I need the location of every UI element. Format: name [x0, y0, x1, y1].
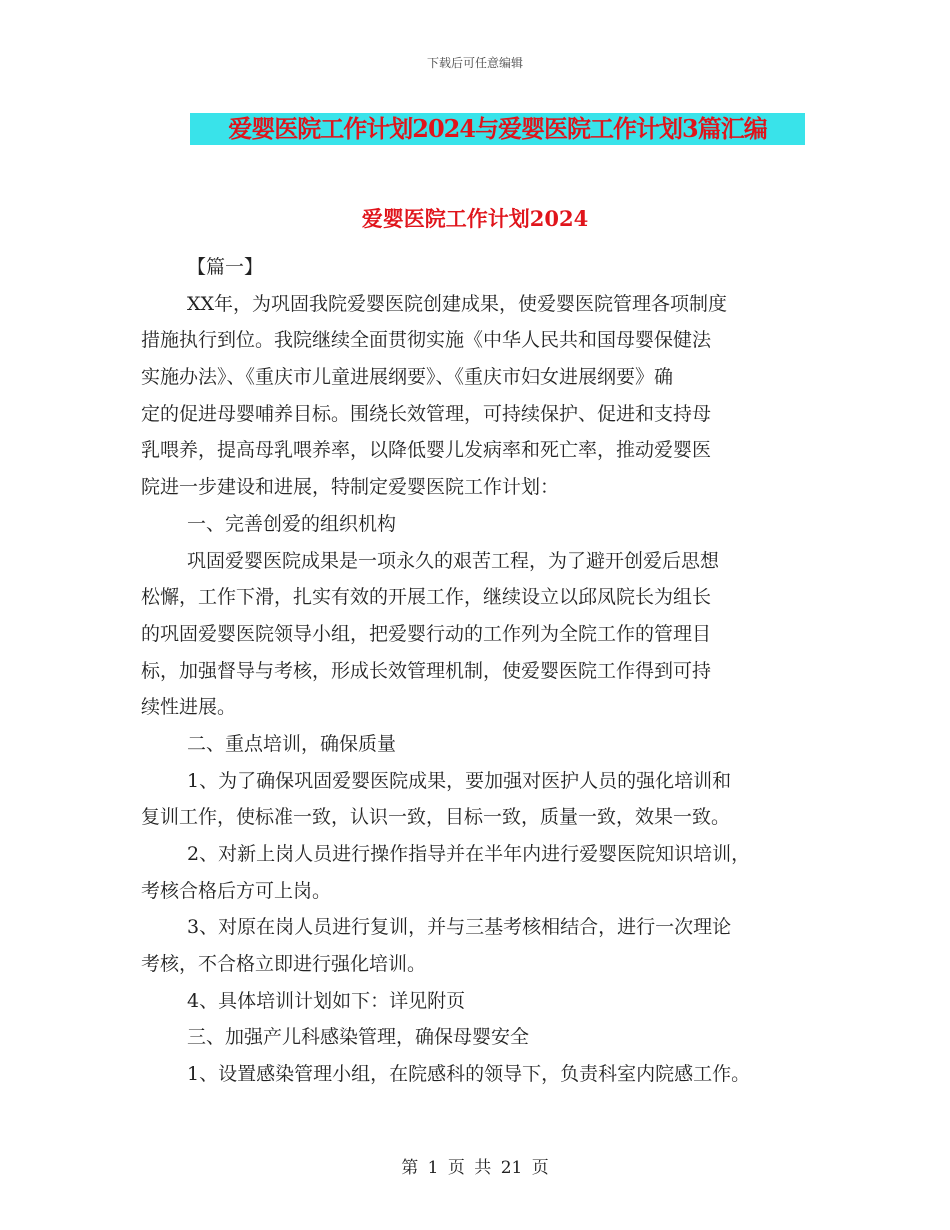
document-body: [141, 249, 821, 1093]
body-line: 定的促进母婴哺养目标。围绕长效管理，可持续保护、促进和支持母: [141, 402, 712, 425]
body-line: 乳喂养，提高母乳喂养率，以降低婴儿发病率和死亡率，推动爱婴医: [141, 439, 712, 462]
body-line: 松懈，工作下滑，扎实有效的开展工作，继续设立以邱凤院长为组长: [141, 586, 712, 609]
body-line: 2、对新上岗人员进行操作指导并在半年内进行爱婴医院知识培训，: [187, 843, 751, 865]
body-line: 巩固爱婴医院成果是一项永久的艰苦工程，为了避开创爱后思想: [187, 549, 720, 572]
header-note: 下载后可任意编辑: [426, 56, 523, 70]
document-title: 爱婴医院工作计划2024与爱婴医院工作计划3篇汇编: [190, 113, 805, 145]
page-footer: 第 1 页 共 21 页: [401, 1158, 549, 1178]
body-line: 实施办法》、《重庆市儿童进展纲要》、《重庆市妇女进展纲要》确: [141, 366, 674, 389]
body-line: 三、加强产儿科感染管理，确保母婴安全: [187, 1026, 530, 1049]
body-line: 复训工作，使标准一致，认识一致，目标一致，质量一致，效果一致。: [141, 806, 731, 829]
body-line: XX年，为巩固我院爱婴医院创建成果，使爱婴医院管理各项制度: [187, 292, 728, 315]
body-line: 院进一步建设和进展，特制定爱婴医院工作计划：: [141, 476, 560, 499]
body-line: 续性进展。: [141, 696, 237, 719]
body-line: 措施执行到位。我院继续全面贯彻实施《中华人民共和国母婴保健法: [141, 329, 712, 352]
body-line: 一、完善创爱的组织机构: [187, 512, 397, 535]
body-line: 1、设置感染管理小组，在院感科的领导下，负责科室内院感工作。: [187, 1063, 751, 1086]
section-tag: 【篇一】: [187, 256, 264, 278]
body-line: 1、为了确保巩固爱婴医院成果，要加强对医护人员的强化培训和: [187, 769, 732, 792]
body-line: 考核合格后方可上岗。: [141, 879, 332, 902]
body-line: 标，加强督导与考核，形成长效管理机制，使爱婴医院工作得到可持: [141, 659, 712, 682]
body-line: 4、具体培训计划如下：详见附页: [187, 989, 466, 1012]
body-line: 3、对原在岗人员进行复训，并与三基考核相结合，进行一次理论: [187, 916, 732, 939]
section-title: 爱婴医院工作计划2024: [361, 206, 589, 231]
body-line: 二、重点培训，确保质量: [187, 732, 397, 755]
body-line: 考核，不合格立即进行强化培训。: [141, 953, 427, 976]
body-line: 的巩固爱婴医院领导小组，把爱婴行动的工作列为全院工作的管理目: [141, 622, 712, 645]
